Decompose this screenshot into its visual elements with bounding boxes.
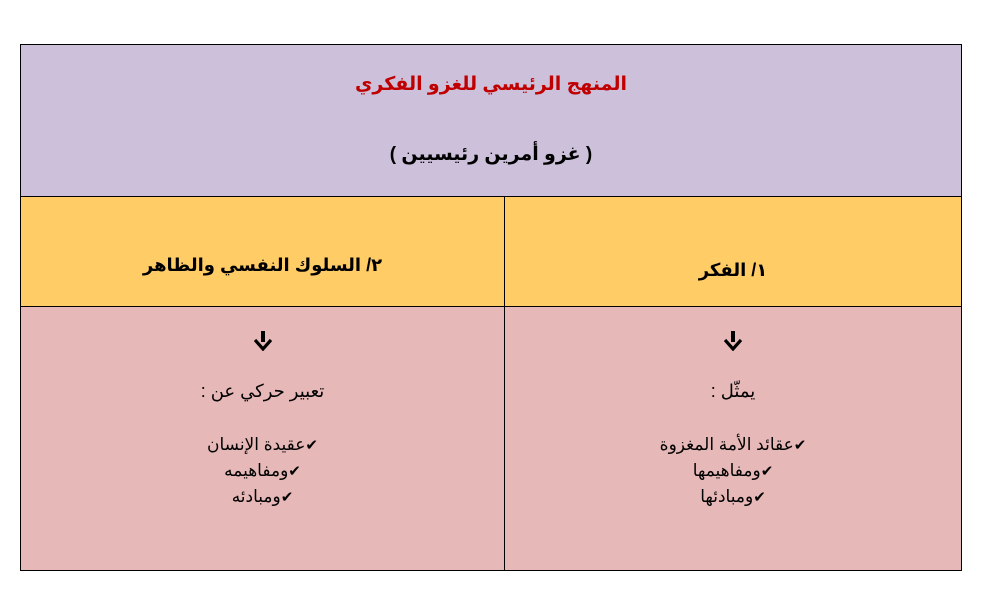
table-subtitle: ( غزو أمرين رئيسيين ) — [389, 144, 593, 165]
arrow-down-icon — [505, 331, 961, 356]
check-icon: ✔ — [288, 462, 301, 480]
list-item — [21, 432, 504, 458]
check-icon: ✔ — [760, 462, 774, 480]
checklist — [505, 432, 961, 510]
list-item-text: عقيدة الإنسان — [207, 435, 306, 454]
topic-label: ٢/ السلوك النفسي والظاهر — [142, 255, 383, 275]
checklist — [21, 432, 504, 510]
list-item-text: ومبادئه — [231, 487, 281, 506]
topic-cell-behavior — [21, 197, 504, 307]
topic-label: ١/ الفكر — [698, 260, 768, 280]
list-item-text: ومبادئها — [700, 487, 754, 506]
list-item-text: ومفاهيمه — [224, 461, 289, 480]
list-item — [21, 458, 504, 484]
list-item-text: ومفاهيمها — [692, 461, 761, 480]
detail-cell-thought — [505, 307, 961, 570]
detail-cell-behavior — [21, 307, 504, 570]
header-cell — [21, 45, 961, 197]
table-title: المنهج الرئيسي للغزو الفكري — [355, 74, 627, 95]
intro-text: يمثّل : — [710, 381, 756, 401]
list-item-text: عقائد الأمة المغزوة — [659, 435, 794, 454]
list-item — [505, 432, 961, 458]
list-item — [505, 484, 961, 510]
check-icon: ✔ — [280, 488, 294, 506]
check-icon: ✔ — [753, 488, 766, 506]
intro-text: تعبير حركي عن : — [200, 381, 325, 401]
concept-table — [20, 44, 962, 571]
arrow-down-icon — [21, 331, 504, 356]
list-item — [21, 484, 504, 510]
list-item — [505, 458, 961, 484]
check-icon: ✔ — [305, 436, 318, 454]
topic-cell-thought — [505, 197, 961, 307]
check-icon: ✔ — [793, 436, 807, 454]
